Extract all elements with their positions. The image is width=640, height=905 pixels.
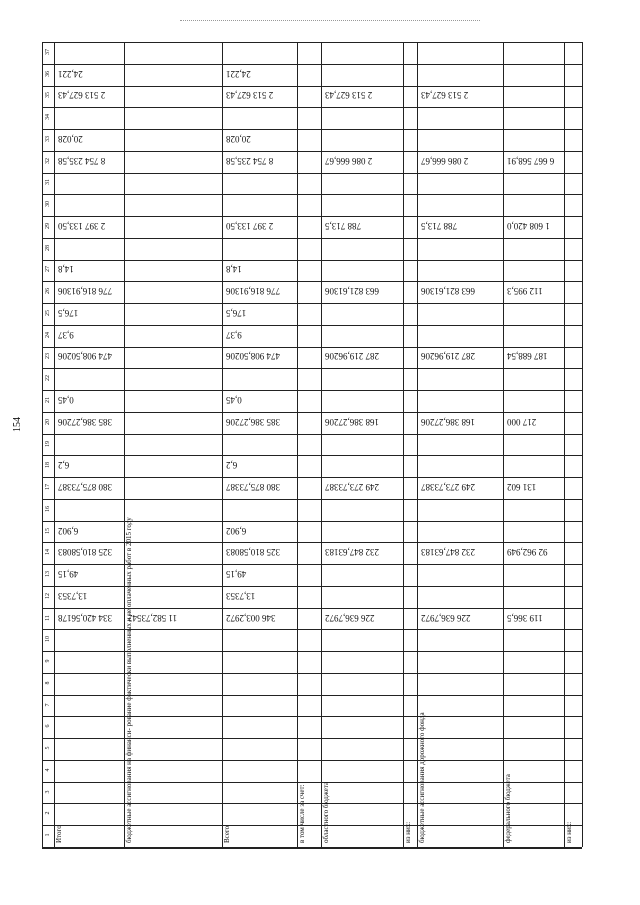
row-line — [42, 738, 582, 739]
row-line — [42, 151, 582, 152]
row-line — [42, 129, 582, 130]
table-cell: 1 608 420,0 — [507, 220, 550, 231]
row-line — [42, 521, 582, 522]
table-cell: 226 636,7972 — [421, 612, 471, 623]
row-line — [42, 434, 582, 435]
row-number: 36 — [45, 70, 51, 77]
column-line — [222, 42, 223, 847]
row-line — [42, 477, 582, 478]
table-cell: 92 962,949 — [507, 547, 548, 558]
row-number: 8 — [45, 681, 51, 685]
table-cell: 380 875,73387 — [58, 482, 112, 492]
table-cell: 2 397 133,50 — [226, 220, 274, 231]
table-cell: 119 366,5 — [507, 612, 543, 623]
row-number: 9 — [45, 659, 51, 663]
row-line — [42, 695, 582, 696]
row-number: 37 — [45, 48, 51, 55]
table-cell: 13,7353 — [58, 590, 88, 601]
table-cell: 168 386,27206 — [421, 416, 475, 427]
table-cell: 776 816,91306 — [58, 286, 112, 297]
table-cell: 2 086 666,67 — [325, 155, 373, 166]
row-number: 33 — [45, 135, 51, 142]
table-cell: 24,221 — [226, 68, 251, 79]
table-cell: 788 713,5 — [325, 220, 361, 231]
table-cell: 187 688,54 — [507, 351, 548, 362]
table-cell: 2 397 133,50 — [58, 220, 106, 231]
table-cell: 2 513 627,43 — [226, 90, 274, 101]
row-number: 4 — [45, 768, 51, 772]
row-number: 34 — [45, 114, 51, 121]
row-line — [42, 760, 582, 761]
row-line — [42, 86, 582, 87]
page-number: 154 — [12, 417, 23, 432]
column-header: областного бюджета — [322, 782, 330, 843]
column-header: Всего — [223, 825, 231, 843]
row-number: 26 — [45, 288, 51, 295]
table-cell: 663 821,61306 — [421, 286, 475, 297]
table-cell: 8 754 235,58 — [226, 155, 274, 166]
column-line — [564, 42, 565, 847]
row-number: 27 — [45, 266, 51, 273]
column-line — [321, 42, 322, 847]
row-line — [42, 825, 582, 826]
row-line — [42, 564, 582, 565]
table-cell: 9,37 — [226, 329, 242, 340]
table-cell: 663 821,61306 — [325, 286, 379, 297]
table-cell: 385 386,27206 — [226, 416, 280, 427]
table-cell: 334 420,56178 — [58, 612, 112, 623]
table-cell: 2 086 666,67 — [421, 155, 469, 166]
row-number: 13 — [45, 571, 51, 578]
column-line — [297, 42, 298, 847]
row-line — [42, 107, 582, 108]
row-number: 11 — [45, 614, 51, 621]
column-line — [54, 42, 55, 847]
row-number: 14 — [45, 549, 51, 556]
row-number: 5 — [45, 746, 51, 750]
table-cell: 0,45 — [226, 394, 242, 405]
table-cell: 249 273,73387 — [421, 482, 475, 492]
column-header: федерального бюджета — [504, 774, 512, 843]
column-line — [403, 42, 404, 847]
column-header: из них: — [404, 821, 412, 843]
row-number: 29 — [45, 222, 51, 229]
row-line — [42, 325, 582, 326]
row-line — [42, 238, 582, 239]
table-cell: 131 602 — [507, 482, 537, 492]
table-cell: 6,2 — [226, 460, 238, 471]
row-number: 7 — [45, 703, 51, 707]
column-line — [42, 42, 43, 847]
row-number: 21 — [45, 396, 51, 403]
table-cell: 176,5 — [58, 307, 79, 318]
table-cell: 24,221 — [58, 68, 83, 79]
table-cell: 6 667 568,91 — [507, 155, 555, 166]
rotated-table — [42, 42, 582, 847]
row-line — [42, 847, 582, 849]
table-cell: 176,5 — [226, 307, 247, 318]
table-cell: 232 847,63183 — [325, 547, 379, 558]
column-header: бюджетные ассигнования на финанси- рование фактически выполненных и не оплаченных работ в 2015 году — [125, 517, 133, 843]
row-number: 28 — [45, 244, 51, 251]
row-line — [42, 499, 582, 500]
row-number: 17 — [45, 484, 51, 490]
row-line — [42, 216, 582, 217]
row-number: 31 — [45, 179, 51, 186]
row-number: 32 — [45, 157, 51, 164]
table-cell: 0,45 — [58, 394, 74, 405]
table-cell: 287 219,96206 — [325, 351, 379, 362]
row-number: 23 — [45, 353, 51, 360]
column-line — [582, 42, 583, 847]
row-line — [42, 347, 582, 348]
table-cell: 49,15 — [226, 569, 247, 580]
row-line — [42, 673, 582, 674]
table-cell: 20,028 — [226, 133, 251, 144]
row-number: 6 — [45, 724, 51, 728]
row-number: 18 — [45, 462, 51, 469]
table-cell: 9,37 — [58, 329, 74, 340]
table-cell: 474 908,50206 — [226, 351, 280, 362]
table-cell: 325 810,58083 — [58, 547, 112, 558]
table-cell: 788 713,5 — [421, 220, 457, 231]
table-cell: 346 003,2972 — [226, 612, 276, 623]
table-cell: 385 386,27206 — [58, 416, 112, 427]
row-number: 16 — [45, 505, 51, 512]
row-line — [42, 368, 582, 369]
row-number: 10 — [45, 636, 51, 643]
row-number: 15 — [45, 527, 51, 534]
row-line — [42, 42, 582, 43]
row-number: 24 — [45, 331, 51, 338]
row-number: 20 — [45, 418, 51, 425]
column-header: Итого — [55, 825, 63, 843]
table-cell: 2 513 627,43 — [58, 90, 106, 101]
table-cell: 776 816,91306 — [226, 286, 280, 297]
table-cell: 325 810,58083 — [226, 547, 280, 558]
table-cell: 226 636,7972 — [325, 612, 375, 623]
row-number: 19 — [45, 440, 51, 447]
table-cell: 112 995,3 — [507, 286, 543, 297]
table-cell: 2 513 627,43 — [325, 90, 373, 101]
row-line — [42, 651, 582, 652]
row-line — [42, 455, 582, 456]
table-cell: 168 386,27206 — [325, 416, 379, 427]
row-line — [42, 64, 582, 65]
row-line — [42, 716, 582, 717]
row-line — [42, 260, 582, 261]
row-line — [42, 629, 582, 630]
column-header: бюджетные ассигнования дорожного фонда — [418, 712, 426, 843]
table-cell: 14,8 — [226, 264, 242, 275]
column-line — [503, 42, 504, 847]
row-line — [42, 586, 582, 587]
row-line — [42, 803, 582, 804]
column-header: из них: — [565, 821, 573, 843]
column-header: в том числе за счет: — [298, 784, 306, 843]
row-number: 22 — [45, 375, 51, 382]
row-number: 30 — [45, 201, 51, 208]
table-cell: 380 875,73387 — [226, 482, 280, 492]
row-number: 35 — [45, 92, 51, 99]
table-cell: 6,2 — [58, 460, 70, 471]
table-cell: 6,902 — [226, 525, 247, 536]
row-line — [42, 542, 582, 543]
row-number: 3 — [45, 790, 51, 794]
row-line — [42, 281, 582, 282]
table-cell: 49,15 — [58, 569, 79, 580]
table-cell: 287 219,96206 — [421, 351, 475, 362]
row-line — [42, 390, 582, 391]
table-cell: 11 582,73542 — [128, 612, 178, 623]
row-line — [42, 303, 582, 304]
row-line — [42, 782, 582, 783]
top-dotted-line — [180, 20, 480, 21]
row-line — [42, 194, 582, 195]
table-cell: 217 000 — [507, 416, 537, 427]
row-number: 2 — [45, 811, 51, 815]
table-cell: 2 513 627,43 — [421, 90, 469, 101]
table-cell: 20,028 — [58, 133, 83, 144]
table-cell: 14,8 — [58, 264, 74, 275]
table-cell: 249 273,73387 — [325, 482, 379, 492]
row-number: 1 — [45, 833, 51, 837]
table-cell: 13,7353 — [226, 590, 256, 601]
row-line — [42, 412, 582, 413]
row-number: 25 — [45, 309, 51, 316]
table-cell: 474 908,50206 — [58, 351, 112, 362]
table-cell: 6,902 — [58, 525, 79, 536]
row-line — [42, 173, 582, 174]
table-cell: 232 847,63183 — [421, 547, 475, 558]
row-number: 12 — [45, 592, 51, 599]
table-cell: 8 754 235,58 — [58, 155, 106, 166]
row-line — [42, 608, 582, 609]
